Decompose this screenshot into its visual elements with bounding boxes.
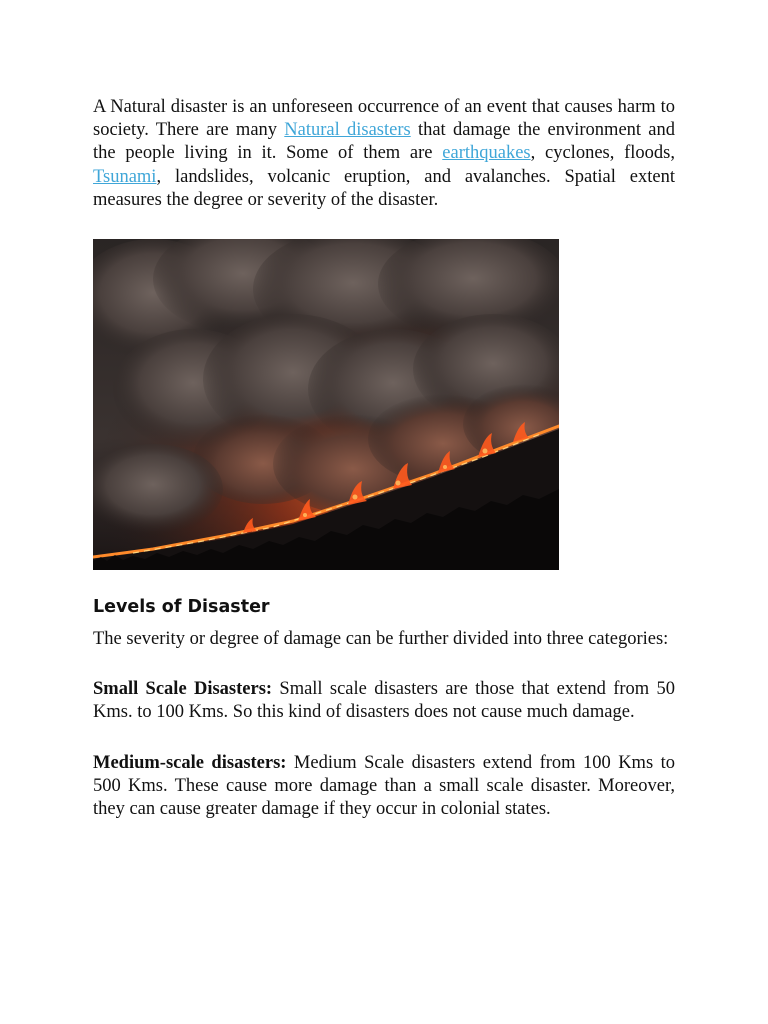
intro-text-2: that damage the environment and the people living in it. Some of them are	[93, 120, 676, 164]
tsunami-link[interactable]: Tsunami	[93, 166, 157, 187]
intro-text-3: , cyclones, floods,	[530, 143, 675, 164]
intro-text-4: , landslides, volcanic eruption, and avalanches. Spatial extent measures the degree or severity of the disaster.	[93, 166, 675, 210]
section-heading: Levels of Disaster	[93, 597, 270, 618]
intro-paragraph	[93, 96, 675, 212]
small-scale-text: Small scale disasters are those that extend from 50 Kms. to 100 Kms. So this kind of disasters does not cause much damage.	[93, 679, 675, 723]
volcanic-eruption-photo	[93, 239, 559, 570]
medium-scale-text: Medium Scale disasters extend from 100 Kms to 500 Kms. These cause more damage than a small scale disaster. Moreover, they can cause greater damage if they occur in colonial states.	[93, 752, 676, 820]
medium-scale-paragraph	[93, 752, 675, 822]
section-lead-paragraph: The severity or degree of damage can be further divided into three categories:	[93, 629, 669, 650]
medium-scale-term: Medium-scale disasters:	[93, 752, 287, 773]
natural-disasters-link[interactable]: Natural disasters	[284, 120, 411, 141]
document-page	[93, 96, 675, 848]
intro-text-1: A Natural disaster is an unforeseen occurrence of an event that causes harm to society. There are many	[93, 97, 675, 141]
earthquakes-link[interactable]: earthquakes	[442, 143, 531, 164]
small-scale-paragraph	[93, 678, 675, 724]
small-scale-term: Small Scale Disasters:	[93, 679, 273, 700]
